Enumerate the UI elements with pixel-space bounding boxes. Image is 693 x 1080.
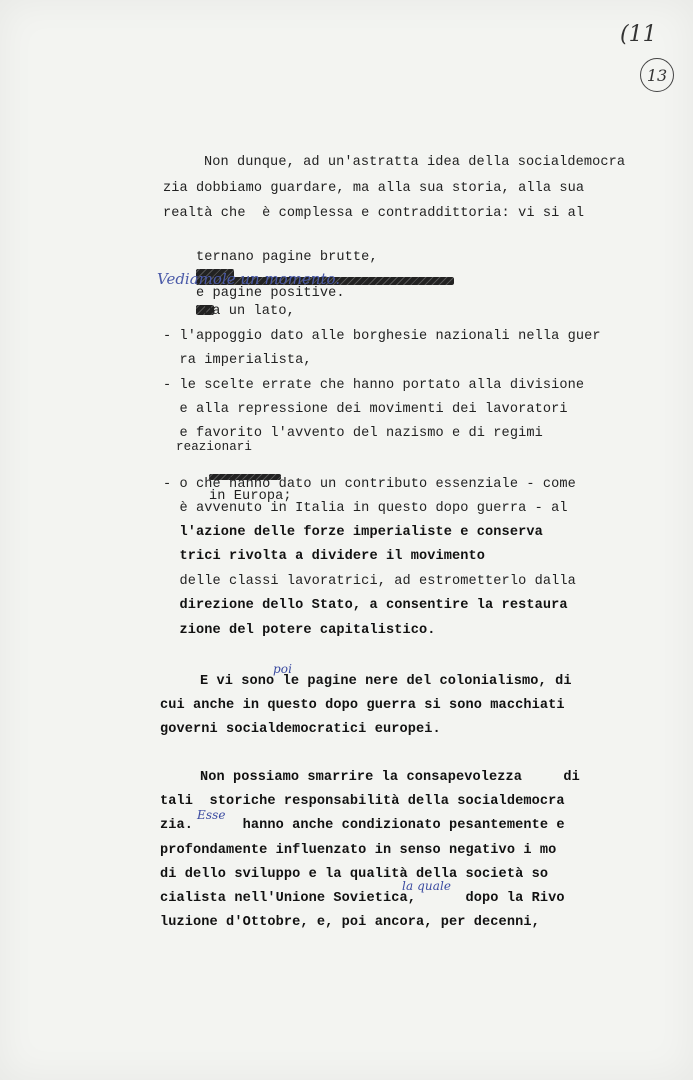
handwritten-note: Vediamole un momento.: [157, 270, 341, 288]
bullet2-insert: reazionari: [176, 440, 253, 454]
p3-line-2: cui anche in questo dopo guerra si sono macchiati: [160, 698, 565, 713]
bullet2-line-3: e favorito l'avvento del nazismo e di regimi: [163, 426, 543, 441]
p4-line-2: tali storiche responsabilità della socialdemocra: [160, 794, 565, 809]
p4-line-5: di dello sviluppo e la qualità della società so: [160, 867, 549, 882]
bullet3-line-3: l'azione delle forze imperialiste e conserva: [163, 525, 543, 540]
bullet3-line-7: zione del potere capitalistico.: [163, 623, 436, 638]
p4-insert-2: la quale: [402, 879, 452, 893]
corner-mark: (11: [620, 22, 657, 47]
p2-line-1: Da un lato,: [204, 304, 295, 319]
page-number: 13: [646, 65, 668, 85]
bullet2-line-1: - le scelte errate che hanno portato alla divisione: [163, 378, 585, 393]
p4-line-1: Non possiamo smarrire la consapevolezza di: [200, 770, 580, 785]
bullet3-line-1: - o che hanno dato un contributo essenziale - come: [163, 477, 576, 492]
p4-line-4: profondamente influenzato in senso negativo i mo: [160, 843, 557, 858]
bullet2-line-4-text: in Europa;: [209, 489, 292, 504]
p4-insert-1: Esse: [197, 808, 226, 822]
p3-line-1: E vi sono le pagine nere del colonialismo, di: [200, 674, 572, 689]
bullet3-line-4: trici rivolta a dividere il movimento: [163, 549, 486, 564]
p1-line-2: zia dobbiamo guardare, ma alla sua storia, alla sua: [163, 181, 585, 196]
p1-line-4a: ternano pagine brutte,: [196, 250, 378, 265]
p3-insert: poi: [273, 662, 293, 676]
p1-line-1: Non dunque, ad un'astratta idea della socialdemocra: [204, 155, 626, 170]
p4-line-7: luzione d'Ottobre, e, poi ancora, per decenni,: [160, 915, 540, 930]
p4-line-3: zia. hanno anche condizionato pesantemente e: [160, 818, 565, 833]
page-number-circle: [640, 58, 674, 92]
bullet2-line-2: e alla repressione dei movimenti dei lavoratori: [163, 402, 568, 417]
p1-line-3: realtà che è complessa e contraddittoria: vi si al: [163, 206, 585, 221]
bullet3-line-5: delle classi lavoratrici, ad estrometterlo dalla: [163, 574, 576, 589]
p3-line-3: governi socialdemocratici europei.: [160, 722, 441, 737]
p4-line-6: cialista nell'Unione Sovietica, dopo la Rivo: [160, 891, 565, 906]
p1-line-4b: e pagine positive.: [196, 286, 345, 301]
bullet3-line-2: è avvenuto in Italia in questo dopo guerra - al: [163, 501, 568, 516]
bullet1-line-1: - l'appoggio dato alle borghesie nazionali nella guer: [163, 329, 601, 344]
bullet1-line-2: ra imperialista,: [163, 353, 312, 368]
bullet3-line-6: direzione dello Stato, a consentire la restaura: [163, 598, 568, 613]
